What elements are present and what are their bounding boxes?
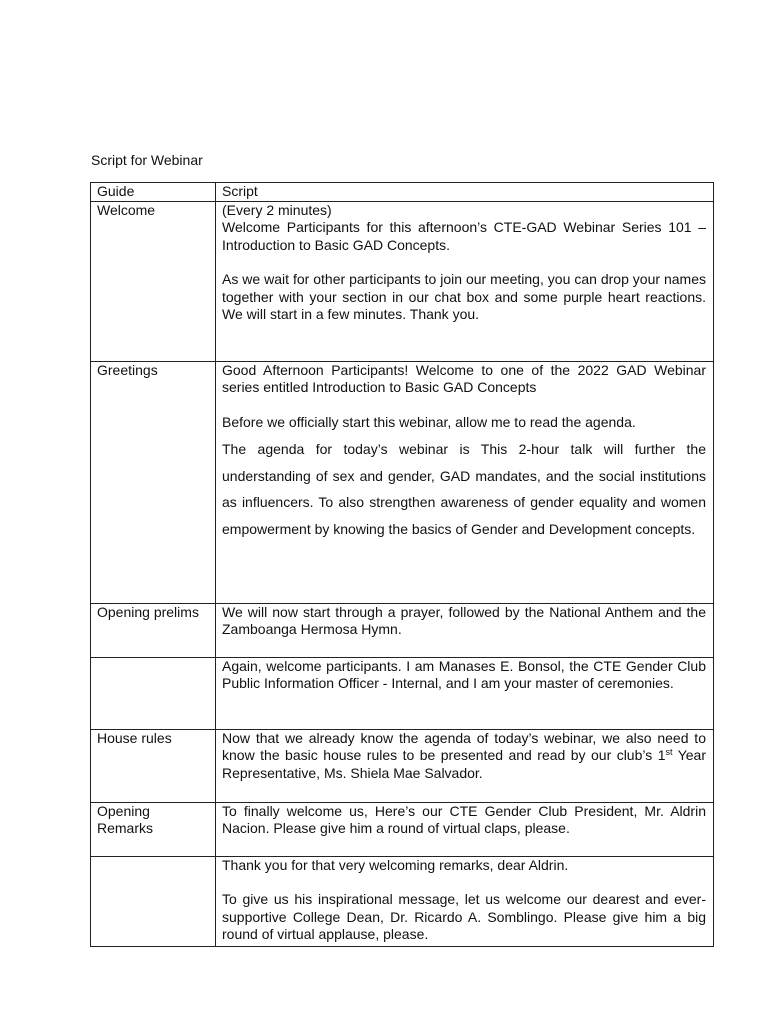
table-header-row — [91, 183, 714, 202]
script-paragraph: Before we officially start this webinar, allow me to read the agenda. — [222, 413, 636, 430]
guide-cell: House rules — [91, 729, 216, 802]
table-row — [91, 361, 714, 603]
script-cell — [216, 361, 714, 603]
script-cell — [216, 802, 714, 856]
script-paragraph: Again, welcome participants. I am Manases E. Bonsol, the CTE Gender Club Public Information Officer - Internal, and I am your master of ceremonies. — [222, 657, 706, 691]
script-text: Year Representative, Ms. Shiela Mae Salvador. — [222, 747, 706, 781]
script-cell — [216, 729, 714, 802]
table-row — [91, 802, 714, 856]
table-row — [91, 603, 714, 657]
script-paragraph: Welcome Participants for this afternoon’s CTE-GAD Webinar Series 101 – Introduction to Basic GAD Concepts. — [222, 219, 706, 253]
script-cell — [216, 657, 714, 729]
script-cell — [216, 856, 714, 946]
guide-cell: Greetings — [91, 361, 216, 603]
document-title: Script for Webinar — [91, 152, 203, 168]
guide-cell: Opening Remarks — [91, 802, 216, 856]
script-paragraph: (Every 2 minutes) — [222, 201, 332, 218]
script-cell — [216, 201, 714, 361]
guide-cell: Welcome — [91, 201, 216, 361]
table-row — [91, 201, 714, 361]
script-paragraph: To give us his inspirational message, let us welcome our dearest and ever-supportive College Dean, Dr. Ricardo A. Somblingo. Please give him a big round of virtual applause, please. — [222, 891, 706, 942]
table-row — [91, 729, 714, 802]
guide-cell — [91, 657, 216, 729]
header-guide: Guide — [91, 183, 216, 202]
ordinal-superscript: st — [665, 747, 673, 757]
table-row — [91, 657, 714, 729]
script-paragraph: To finally welcome us, Here’s our CTE Gender Club President, Mr. Aldrin Nacion. Please give him a round of virtual claps, please. — [222, 802, 706, 836]
header-script: Script — [216, 183, 714, 202]
script-paragraph: As we wait for other participants to join our meeting, you can drop your names together with your section in our chat box and some purple heart reactions. We will start in a few minutes. Thank you. — [222, 271, 706, 322]
guide-cell: Opening prelims — [91, 603, 216, 657]
script-paragraph — [222, 730, 706, 783]
table-row — [91, 856, 714, 946]
script-table — [90, 182, 714, 947]
script-cell — [216, 603, 714, 657]
script-paragraph: Thank you for that very welcoming remarks, dear Aldrin. — [222, 856, 569, 873]
script-paragraph: We will now start through a prayer, followed by the National Anthem and the Zamboanga Hermosa Hymn. — [222, 603, 706, 637]
script-text: Now that we already know the agenda of today’s webinar, we also need to know the basic house rules to be presented and read by our club’s 1 — [222, 729, 706, 763]
script-paragraph: The agenda for today’s webinar is This 2-hour talk will further the understanding of sex and gender, GAD mandates, and the social institutions as influencers. To also strengthen awareness of gender equality and women empowerment by knowing the basics of Gender and Development concepts. — [222, 441, 706, 538]
script-paragraph: Good Afternoon Participants! Welcome to one of the 2022 GAD Webinar series entitled Introduction to Basic GAD Concepts — [222, 361, 706, 395]
guide-cell — [91, 856, 216, 946]
